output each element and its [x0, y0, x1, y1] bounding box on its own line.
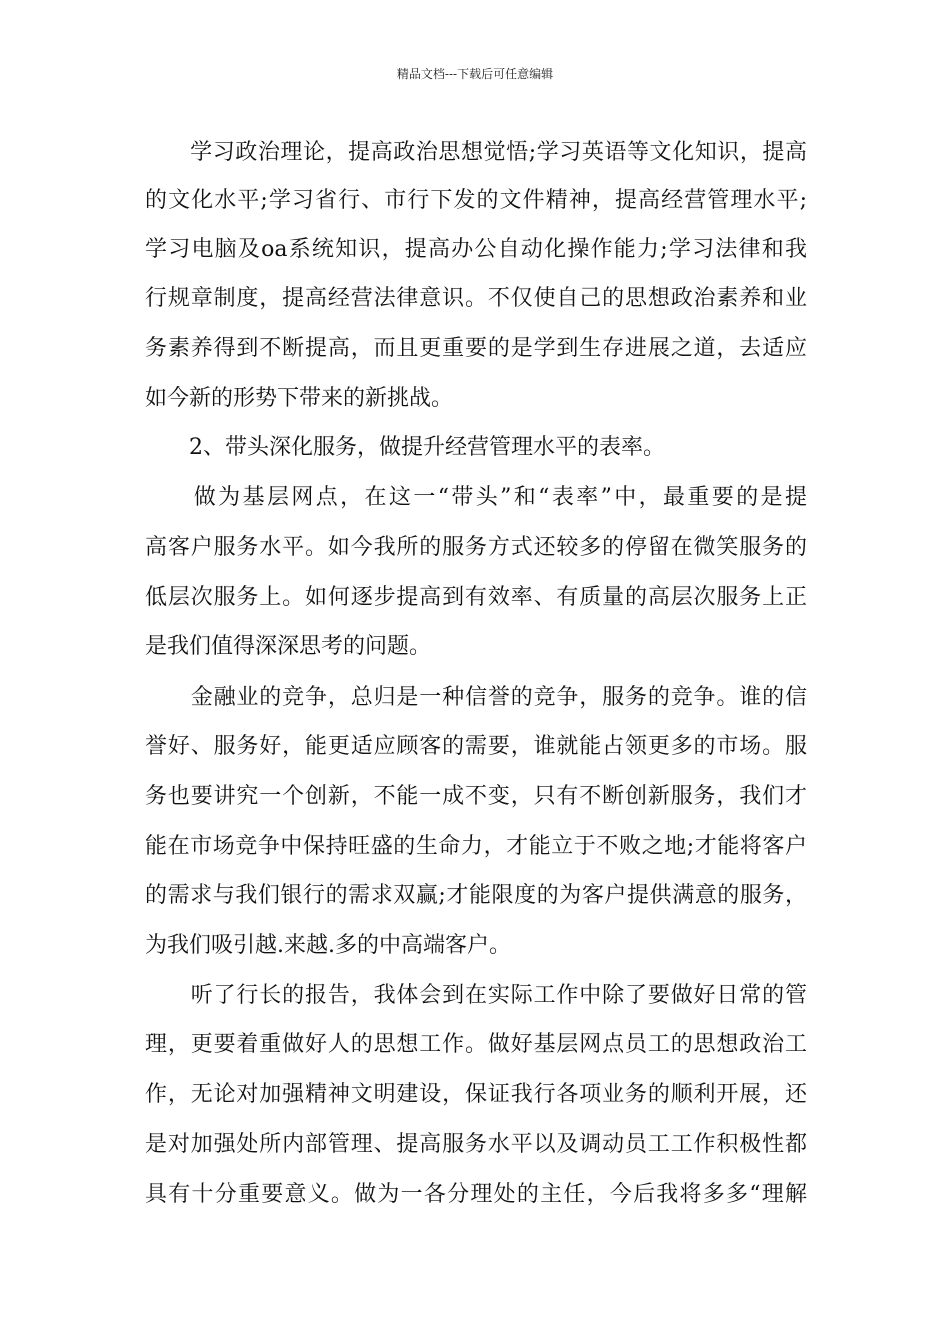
section-heading: 2、带头深化服务，做提升经营管理水平的表率。 — [145, 435, 665, 460]
text-line: 是我们值得深深思考的问题。 — [145, 634, 432, 659]
text-line: 的需求与我们银行的需求双赢;才能限度的为客户提供满意的服务， — [145, 883, 807, 908]
text-line: 是对加强处所内部管理、提高服务水平以及调动员工工作积极性都 — [145, 1132, 807, 1157]
text-line: 低层次服务上。如何逐步提高到有效率、有质量的高层次服务上正 — [145, 585, 807, 610]
text-line: 学习电脑及oa系统知识，提高办公自动化操作能力;学习法律和我 — [145, 237, 807, 262]
text-line: 能在市场竞争中保持旺盛的生命力，才能立于不败之地;才能将客户 — [145, 834, 807, 859]
text-line: 学习政治理论，提高政治思想觉悟;学习英语等文化知识，提高 — [145, 140, 807, 165]
text-line: 务素养得到不断提高，而且更重要的是学到生存进展之道，去适应 — [145, 336, 807, 361]
text-line: 的文化水平;学习省行、市行下发的文件精神，提高经营管理水平; — [145, 188, 807, 213]
text-line: 听了行长的报告，我体会到在实际工作中除了要做好日常的管 — [145, 983, 807, 1008]
text-line: 金融业的竞争，总归是一种信誉的竞争，服务的竞争。谁的信 — [145, 685, 807, 710]
text-line: 如今新的形势下带来的新挑战。 — [145, 386, 454, 411]
text-line: 高客户服务水平。如今我所的服务方式还较多的停留在微笑服务的 — [145, 535, 807, 560]
text-line: 理，更要着重做好人的思想工作。做好基层网点员工的思想政治工 — [145, 1032, 807, 1057]
text-line: 做为基层网点，在这一“带头”和“表率”中，最重要的是提 — [145, 485, 807, 510]
text-line: 具有十分重要意义。做为一各分理处的主任，今后我将多多“理解 — [145, 1182, 807, 1207]
page-header: 精品文档---下载后可任意编辑 — [396, 67, 554, 81]
text-line: 誉好、服务好，能更适应顾客的需要，谁就能占领更多的市场。服 — [145, 734, 807, 759]
text-line: 作，无论对加强精神文明建设，保证我行各项业务的顺利开展，还 — [145, 1082, 807, 1107]
text-line: 行规章制度，提高经营法律意识。不仅使自己的思想政治素养和业 — [145, 286, 807, 311]
text-line: 务也要讲究一个创新，不能一成不变，只有不断创新服务，我们才 — [145, 784, 807, 809]
text-line: 为我们吸引越.来越.多的中高端客户。 — [145, 933, 511, 958]
